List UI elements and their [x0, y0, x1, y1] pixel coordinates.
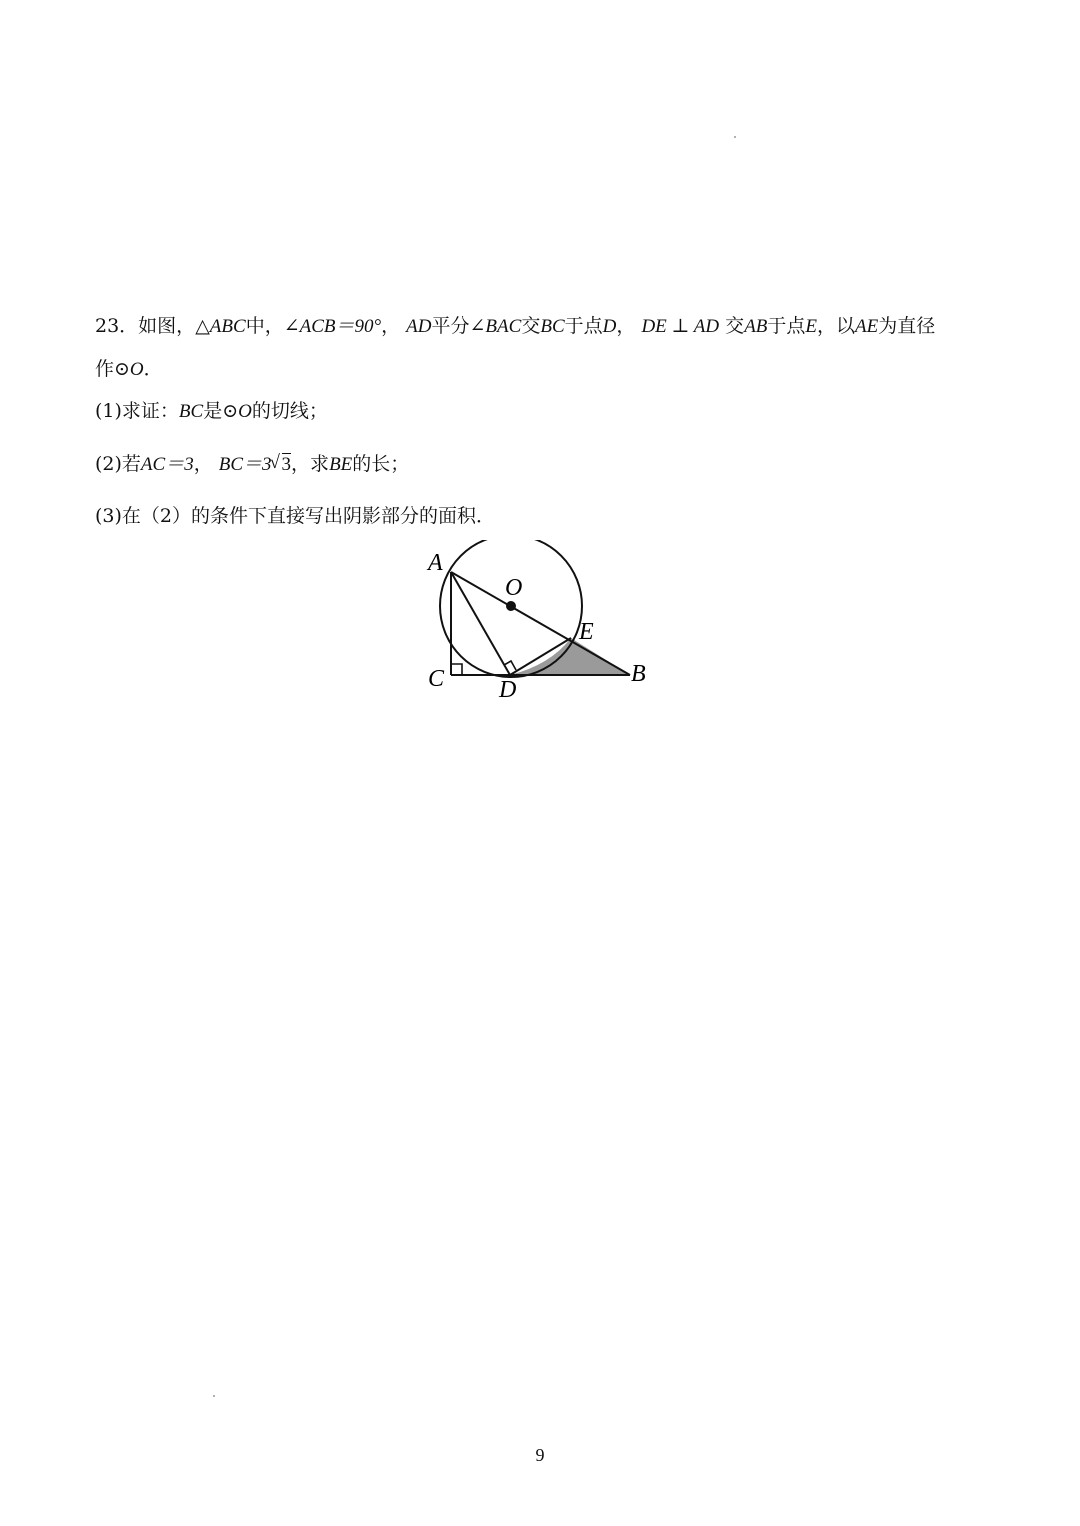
segment-ab: AB — [744, 316, 768, 337]
text-fragment: ， — [381, 315, 401, 337]
text-fragment: 于点 — [767, 315, 806, 337]
label-b: B — [631, 661, 646, 687]
geometry-figure — [420, 540, 660, 710]
text-fragment: 作 — [95, 358, 115, 380]
segment-ad-line — [451, 572, 510, 675]
circle-o: ⊙O — [114, 359, 144, 380]
part-3 — [95, 503, 495, 529]
part-2-label: (2)若 — [95, 453, 141, 475]
text-fragment: 平分 — [431, 315, 470, 337]
label-o: O — [505, 575, 523, 601]
part-2 — [95, 451, 409, 478]
segment-bc: BC — [178, 401, 204, 422]
text-fragment: 为直径 — [878, 315, 936, 337]
segment-ae: AE — [855, 316, 879, 337]
problem-line-1 — [95, 313, 935, 340]
shaded-region — [510, 638, 630, 675]
problem-line-2 — [95, 356, 163, 383]
text-fragment: 的长； — [352, 453, 410, 475]
scan-speck — [213, 1395, 215, 1397]
text-fragment: 中， — [245, 315, 284, 337]
text-fragment: 的切线； — [251, 400, 328, 422]
sqrt-argument: 3 — [281, 454, 292, 475]
text-fragment: ， — [193, 453, 213, 475]
text-fragment: ，以 — [817, 315, 856, 337]
point-e: E — [805, 316, 818, 337]
text-fragment: 是 — [203, 400, 223, 422]
part-1 — [95, 398, 328, 425]
angle-bac: ∠BAC — [469, 316, 522, 337]
right-angle-mark-c — [451, 664, 462, 675]
label-a: A — [428, 550, 443, 576]
bc-equals: BC＝3 — [218, 454, 272, 475]
part-1-label: (1)求证： — [95, 400, 179, 422]
label-c: C — [428, 666, 445, 692]
label-d: D — [499, 677, 517, 703]
circle-o: ⊙O — [222, 401, 252, 422]
point-d: D — [602, 316, 617, 337]
scan-speck — [734, 136, 736, 138]
text-fragment: ． — [143, 358, 163, 380]
angle-acb: ∠ACB＝90° — [283, 316, 382, 337]
page-number: 9 — [535, 1445, 545, 1465]
problem-number: 23．如图， — [95, 315, 196, 337]
text-fragment: ， — [616, 315, 636, 337]
part-3-text: (3)在（2）的条件下直接写出阴影部分的面积． — [95, 505, 496, 527]
label-e: E — [579, 619, 594, 645]
text-fragment: ，求 — [291, 453, 330, 475]
text-fragment: 于点 — [564, 315, 603, 337]
text-fragment: 交 — [521, 315, 541, 337]
segment-ab-line — [451, 572, 630, 675]
triangle-abc: △ABC — [195, 316, 246, 337]
center-point-o — [506, 601, 516, 611]
segment-bc: BC — [540, 316, 565, 337]
segment-ad: AD — [406, 316, 432, 337]
text-fragment: 交 — [725, 315, 745, 337]
de-perp-ad: DE ⊥ AD — [641, 316, 720, 337]
ac-equals: AC＝3 — [140, 454, 194, 475]
segment-be: BE — [329, 454, 353, 475]
sqrt-symbol — [272, 452, 292, 478]
